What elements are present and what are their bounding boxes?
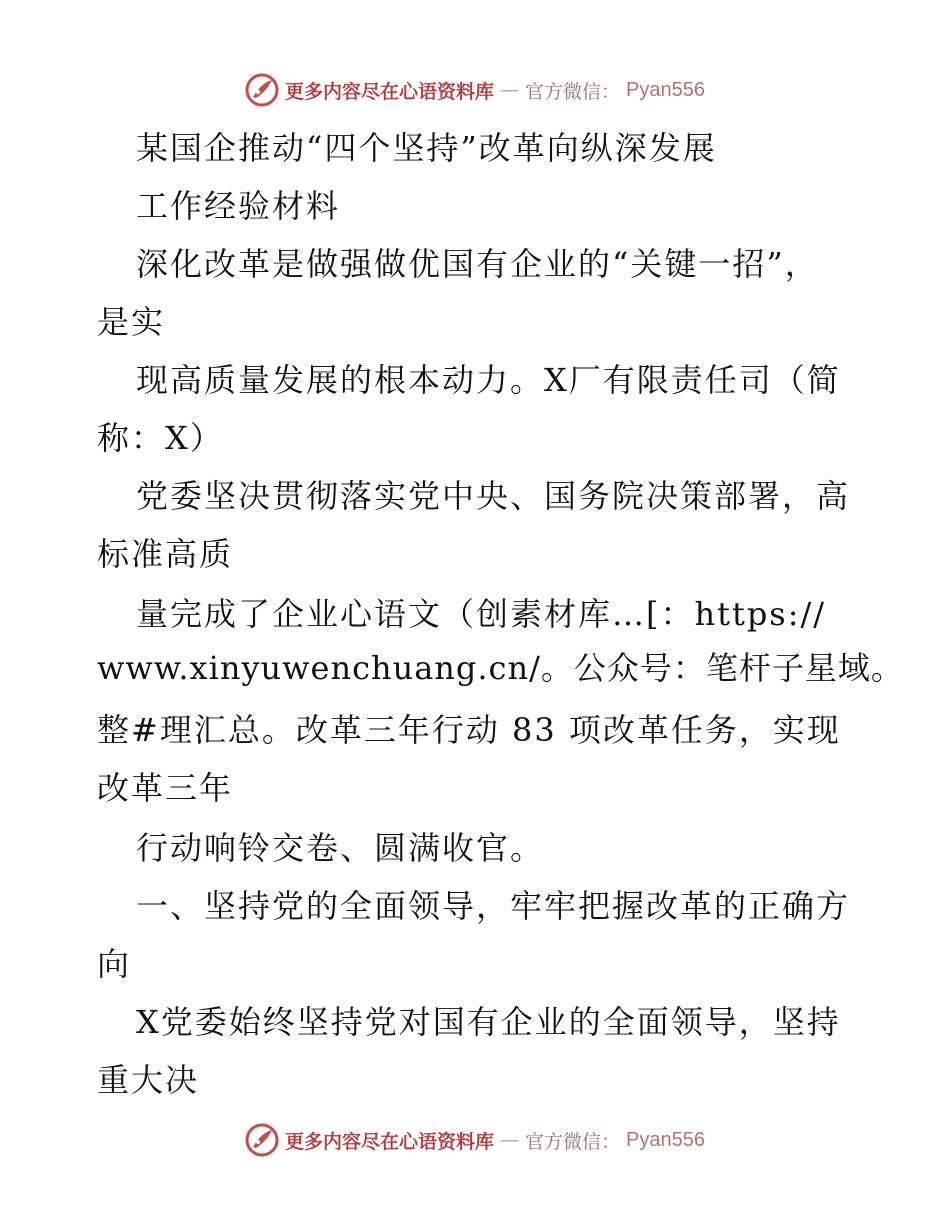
quill-logo-icon (245, 1123, 279, 1157)
banner-separator: — (500, 79, 520, 101)
paragraph-line: X党委始终坚持党对国有企业的全面领导，坚持 (136, 1003, 841, 1041)
quill-logo-icon (245, 73, 279, 107)
paragraph-line: 量完成了企业心语文（创素材库…[：https:// (136, 595, 827, 633)
paragraph-line: 标准高质 (97, 535, 234, 573)
document-title: 某国企推动“四个坚持”改革向纵深发展 (136, 129, 717, 167)
paragraph-line: 现高质量发展的根本动力。X厂有限责任司（简 (136, 361, 841, 399)
banner-separator: — (500, 1129, 520, 1151)
wechat-id: Pyan556 (626, 78, 705, 101)
section-heading: 一、坚持党的全面领导，牢牢把握改革的正确方 (136, 887, 851, 925)
site-name: 更多内容尽在心语资料库 (285, 1130, 495, 1153)
paragraph-line: 是实 (97, 303, 166, 341)
paragraph-line: 向 (97, 945, 132, 983)
paragraph-line: 行动响铃交卷、圆满收官。 (136, 829, 545, 867)
paragraph-line: 称：X） (97, 419, 224, 457)
paragraph-line: www.xinyuwenchuang.cn/。公众号：笔杆子星域。 (97, 649, 904, 687)
paragraph-line: 整#理汇总。改革三年行动 83 项改革任务，实现 (97, 711, 841, 749)
header-banner (0, 70, 950, 110)
wechat-label: 官方微信： (525, 1130, 621, 1153)
wechat-id: Pyan556 (626, 1128, 705, 1151)
site-name: 更多内容尽在心语资料库 (285, 80, 495, 103)
paragraph-line: 改革三年 (97, 769, 234, 807)
document-subtitle: 工作经验材料 (136, 187, 341, 225)
paragraph-line: 党委坚决贯彻落实党中央、国务院决策部署，高 (136, 477, 851, 515)
footer-banner (0, 1120, 950, 1160)
paragraph-line: 重大决 (97, 1061, 200, 1099)
wechat-label: 官方微信： (525, 80, 621, 103)
paragraph-line: 深化改革是做强做优国有企业的“关键一招”， (136, 245, 819, 283)
